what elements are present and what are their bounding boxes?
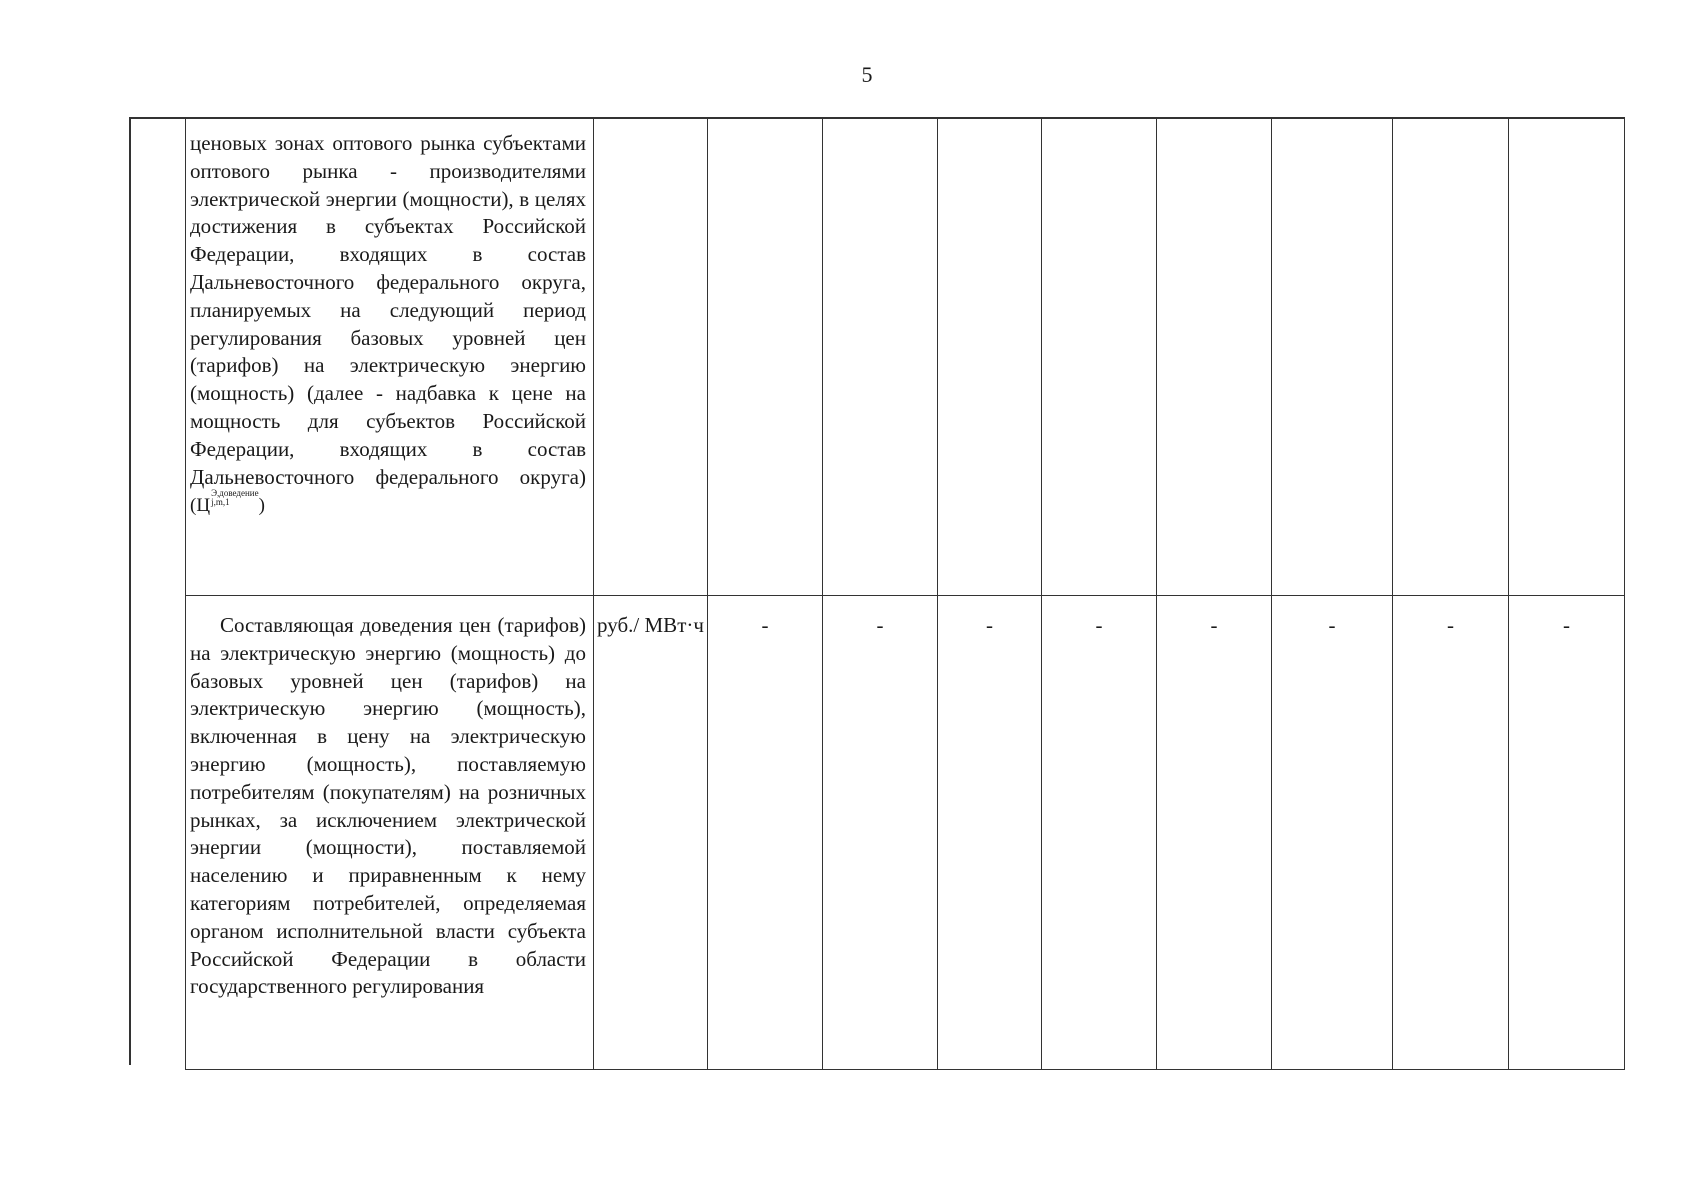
row-1-symbol-indices (211, 489, 259, 507)
row-1-symbol-sup: Э,доведение (211, 488, 259, 498)
table-row (186, 596, 1625, 1070)
row-1-unit-cell (594, 119, 708, 596)
row-1-value-cell (1157, 119, 1272, 596)
row-2-value-cell: - (938, 596, 1042, 1070)
row-2-description-cell: Составляющая доведения цен (тарифов) на электрическую энергию (мощность) до базовых уровней цен (тарифов) на электрическую энергию (мощность), включенная в цену на электрическую энергию (мощность), поставляемую потребителям (покупателям) на розничных рынках, за исключением электрической энергии (мощности), поставляемой населению и приравненным к нему категориям потребителей, определяемая органом исполнительной власти субъекта Российской Федерации в области государственного регулирования (186, 596, 594, 1070)
row-1-description-cell (186, 119, 594, 596)
row-1-value-cell (1509, 119, 1625, 596)
row-1-symbol-sub: j,m,1 (211, 497, 230, 507)
row-2-value-cell: - (1157, 596, 1272, 1070)
row-1-value-cell (708, 119, 823, 596)
row-1-symbol-open: (Ц (190, 495, 211, 517)
row-1-value-cell (1272, 119, 1393, 596)
row-1-value-cell (823, 119, 938, 596)
row-2-value-cell: - (1272, 596, 1393, 1070)
row-2-value-cell: - (1042, 596, 1157, 1070)
row-2-unit-cell: руб./ МВт·ч (594, 596, 708, 1070)
row-1-value-cell (1393, 119, 1509, 596)
page-number: 5 (861, 62, 873, 87)
row-2-value-cell: - (1509, 596, 1625, 1070)
row-1-value-cell (938, 119, 1042, 596)
row-2-value-cell: - (823, 596, 938, 1070)
table-outer-left-border (129, 117, 131, 1065)
row-1-symbol (190, 488, 265, 517)
table-row (186, 119, 1625, 596)
row-2-value-cell: - (1393, 596, 1509, 1070)
row-2-value-cell: - (708, 596, 823, 1070)
row-1-symbol-close: ) (258, 495, 265, 517)
row-1-description: ценовых зонах оптового рынка субъектами оптового рынка - производителями электрической энергии (мощности), в целях достижения в субъектах Российской Федерации, входящих в состав Дальневосточного федерального округа, планируемых на следующий период регулирования базовых уровней цен (тарифов) на электрическую энергию (мощность) (далее - надбавка к цене на мощность для субъектов Российской Федерации, входящих в состав Дальневосточного федерального округа) (190, 131, 586, 489)
row-1-value-cell (1042, 119, 1157, 596)
tariff-table (185, 118, 1625, 1070)
